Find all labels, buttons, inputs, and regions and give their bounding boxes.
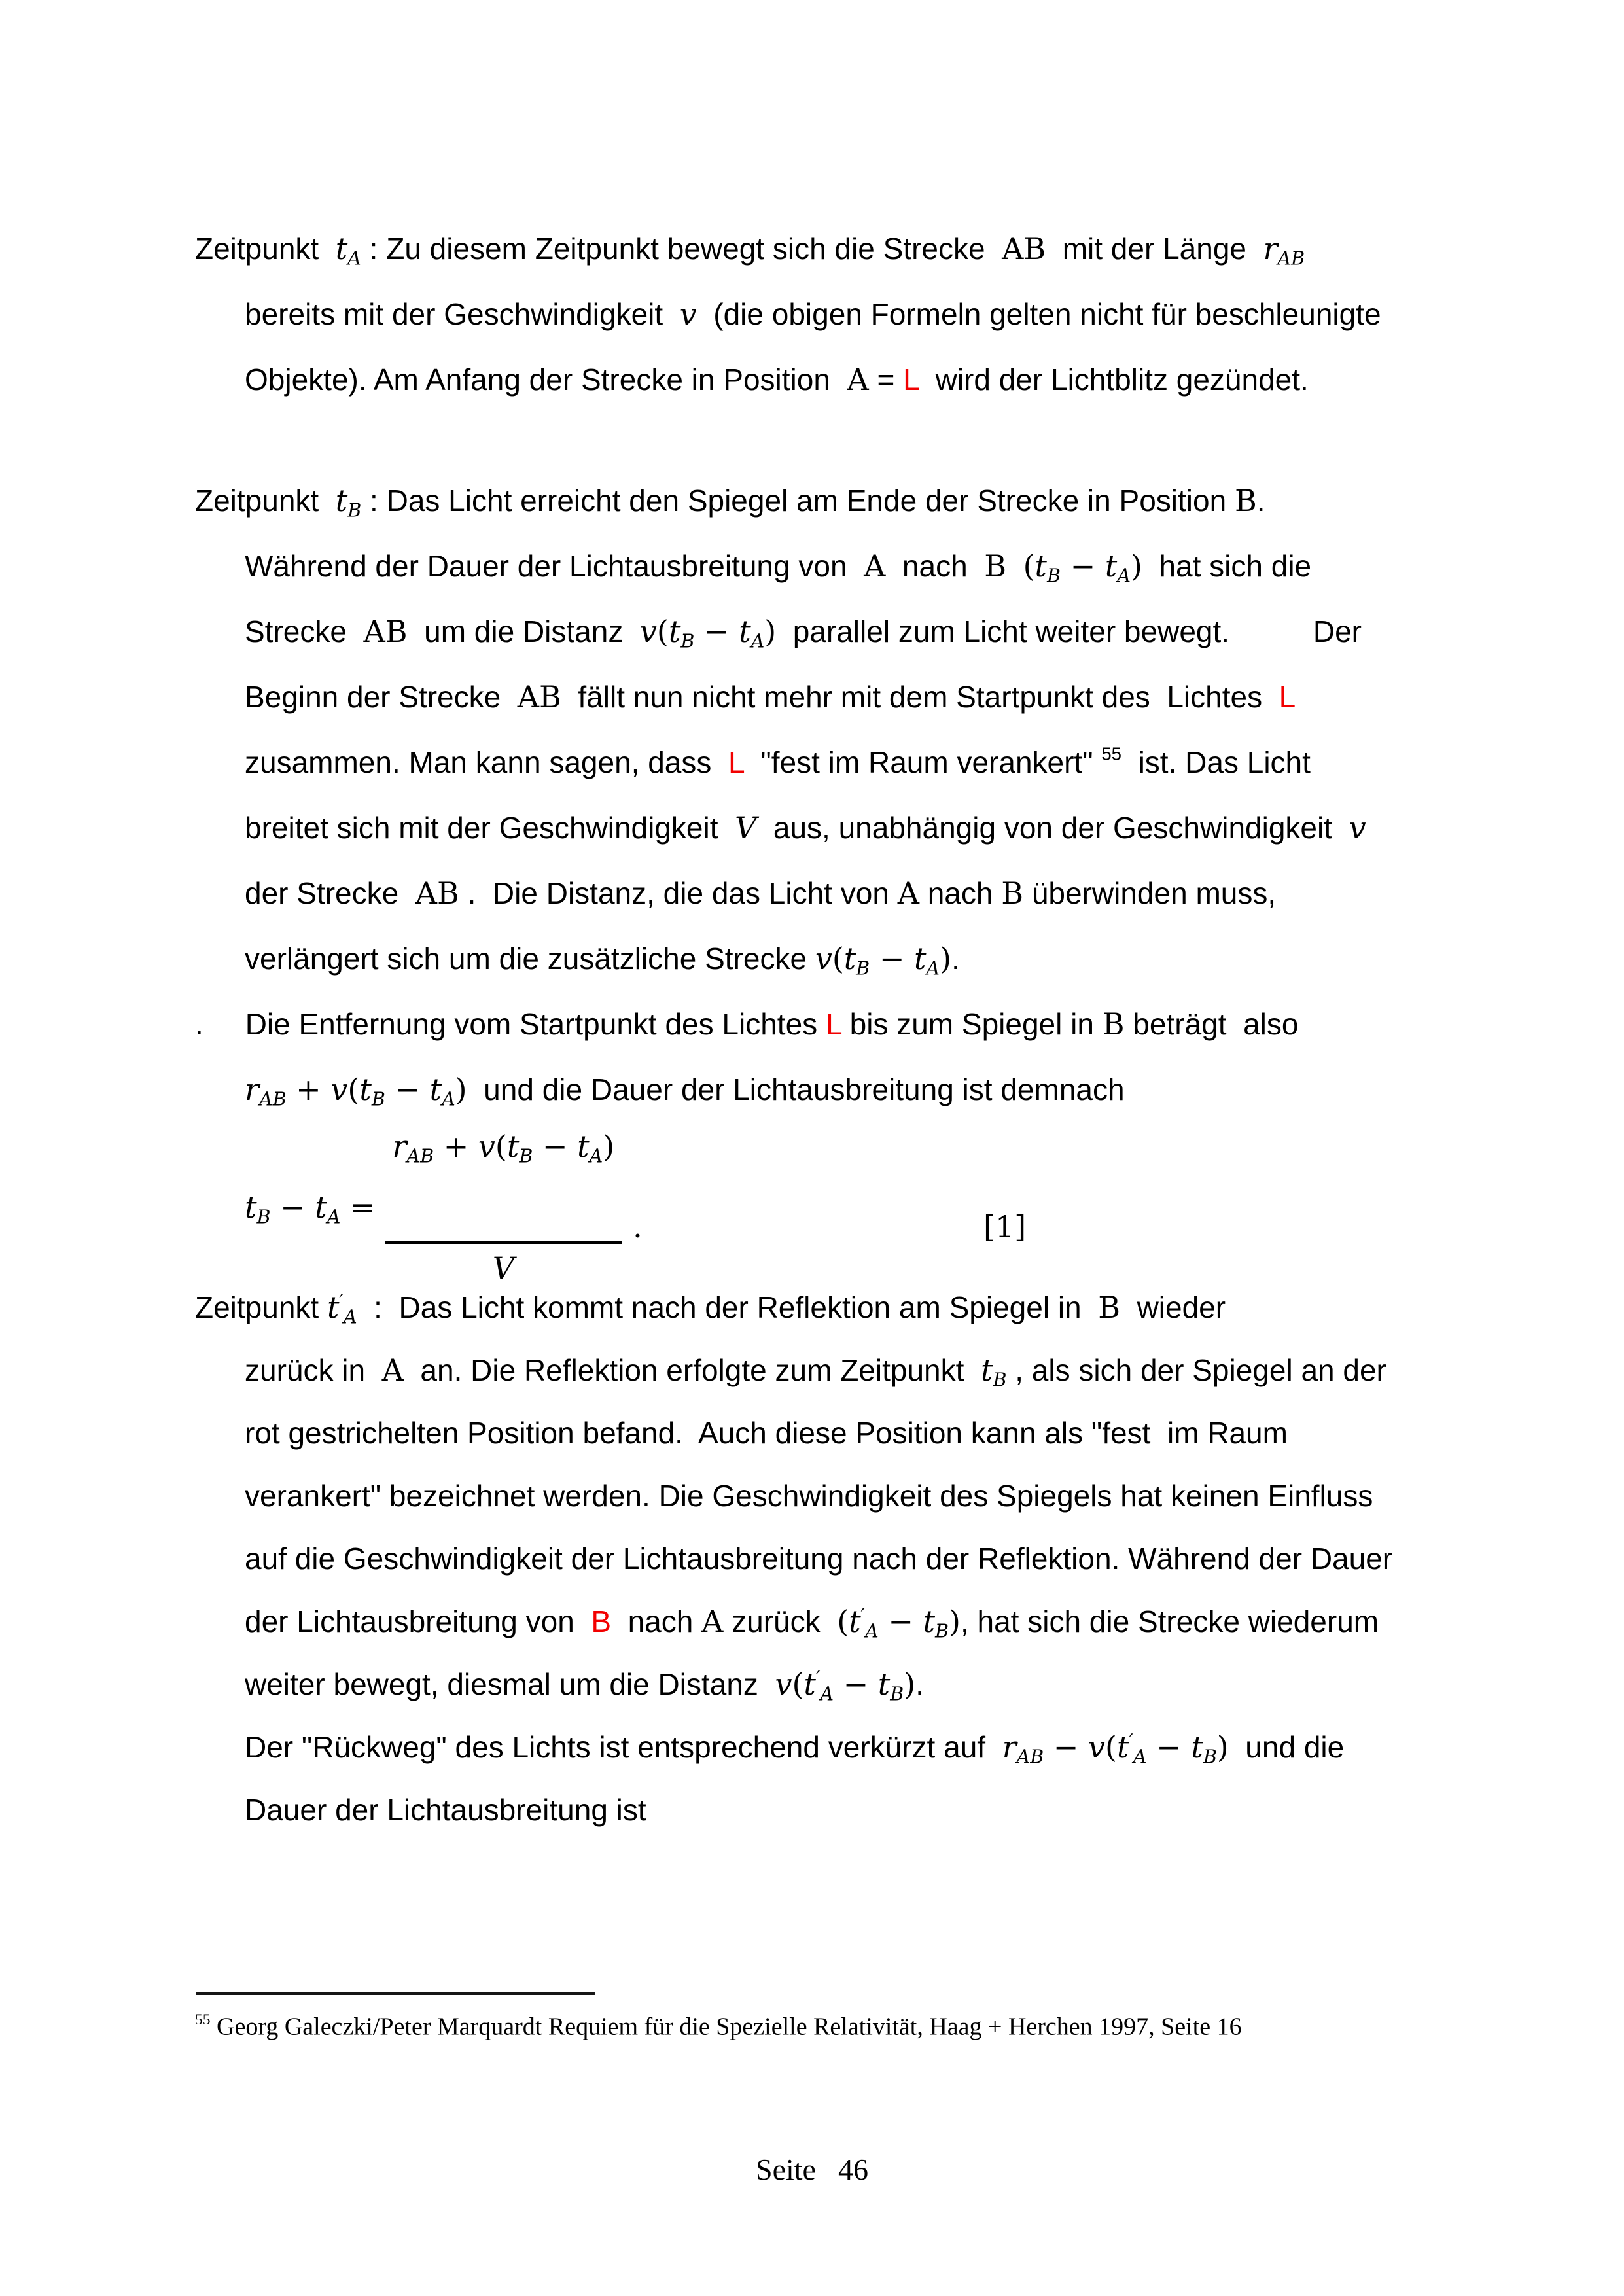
math-run: t (335, 483, 348, 518)
math-run: AB (1016, 1746, 1044, 1768)
math-run: A (864, 548, 886, 584)
math-run: ( (1023, 548, 1035, 584)
math-run: ( (495, 1129, 507, 1164)
math-run: t (429, 1072, 442, 1107)
text-run: Das Licht kommt nach der Reflektion am Spiegel in (398, 1290, 1099, 1324)
footnote-text: Georg Galeczki/Peter Marquardt Requiem für die Spezielle Relativität, Haag + Herchen 1997, Seite 16 (210, 2013, 1242, 2041)
text-run: zurück in (245, 1353, 382, 1387)
text-line (195, 1402, 1519, 1464)
text-line (195, 1716, 1519, 1778)
math-run: v (639, 614, 657, 649)
math-run: ′ (815, 1667, 821, 1689)
equation-lhs (245, 1190, 376, 1228)
page-number (0, 2150, 1624, 2189)
math-run: ′ (1129, 1730, 1133, 1752)
math-run: B (347, 499, 362, 521)
math-run: A (381, 1352, 404, 1388)
text-run: zusammen. Man kann sagen, dass (245, 745, 728, 779)
math-run: t (335, 231, 348, 266)
text-run: überwinden muss, (1023, 876, 1277, 910)
math-run: − (1146, 1729, 1192, 1765)
math-run: t (245, 1190, 257, 1225)
paragraph-zeitpunkt-tb (195, 468, 1519, 1122)
math-run: v (1087, 1729, 1105, 1765)
footnote-rule (196, 1992, 595, 1995)
text-run: Zu diesem Zeitpunkt bewegt sich die Strecke (386, 232, 1002, 266)
text-run: an. Die Reflektion erfolgte zum Zeitpunkt (403, 1353, 981, 1387)
text-line (195, 468, 1519, 533)
text-line (195, 1653, 1519, 1716)
text-run (1006, 549, 1023, 583)
math-run: r (245, 1072, 259, 1107)
text-line (195, 1464, 1519, 1527)
text-run: zurück (723, 1604, 838, 1638)
math-run: A (327, 1206, 341, 1228)
math-run: ( (656, 614, 669, 649)
text-run: . (915, 1667, 924, 1701)
math-run: t (1034, 548, 1048, 584)
math-run: t (1104, 548, 1118, 584)
footnote (195, 2004, 1519, 2042)
text-run: aus, unabhängig von der Geschwindigkeit (756, 811, 1349, 845)
math-run: ( (792, 1667, 804, 1702)
math-run: − (834, 1667, 878, 1702)
highlighted-letter: L (728, 745, 744, 779)
math-run: t (506, 1129, 520, 1164)
text-run: . Die Distanz, die das Licht von (459, 876, 898, 910)
footnote-marker: 55 (195, 2011, 211, 2028)
math-run: ) (603, 1129, 615, 1164)
math-run: v (815, 941, 832, 976)
highlighted-letter: L (1279, 680, 1296, 714)
math-run: v (679, 296, 697, 332)
math-run: A (1133, 1746, 1147, 1768)
fraction-denominator (385, 1241, 623, 1286)
text-run: Zeitpunkt (195, 484, 336, 518)
text-run: : (357, 1290, 399, 1324)
text-run: = (868, 362, 904, 397)
math-run: ) (940, 941, 952, 976)
math-run: B (993, 1369, 1007, 1391)
text-run: : (361, 232, 387, 266)
text-run: ist. Das Licht (1121, 745, 1311, 779)
math-run: B (1203, 1746, 1217, 1768)
text-run: verlängert sich um die zusätzliche Strecke (245, 942, 815, 976)
text-run: weiter bewegt, diesmal um die Distanz (245, 1667, 775, 1701)
math-run: B (1098, 1290, 1121, 1325)
math-run: ( (1104, 1729, 1117, 1765)
math-run: AB (1002, 231, 1046, 266)
math-run: ( (832, 941, 844, 976)
math-run: t (923, 1604, 936, 1639)
math-run: B (1234, 483, 1257, 518)
text-line (195, 347, 1519, 412)
math-run: t (1191, 1729, 1203, 1765)
math-run: t (315, 1190, 327, 1225)
equation-period: . (633, 1209, 643, 1245)
text-run: Während der Dauer der Lichtausbreitung von (245, 549, 864, 583)
text-run: mit der Länge (1046, 232, 1263, 266)
math-run: ) (764, 614, 777, 649)
math-run: t (739, 614, 751, 649)
page-number-value: 46 (838, 2153, 868, 2187)
text-run: und die Dauer der Lichtausbreitung ist demnach (467, 1072, 1125, 1106)
math-run: V (492, 1250, 514, 1286)
math-run: B (1047, 565, 1061, 587)
text-run: beträgt also (1124, 1007, 1299, 1041)
math-run: r (1002, 1729, 1017, 1765)
math-run: t (843, 941, 856, 976)
math-run: B (935, 1620, 949, 1642)
math-run: AB (1277, 247, 1305, 270)
math-run: − (878, 1604, 923, 1639)
text-run: . (951, 942, 960, 976)
math-run: t (359, 1072, 372, 1107)
math-run: B (680, 630, 695, 652)
text-run: der Strecke (245, 876, 415, 910)
math-run: ) (1216, 1729, 1229, 1765)
page-number-label: Seite (756, 2153, 816, 2187)
math-run: A (701, 1604, 724, 1639)
math-run: A (820, 1683, 834, 1705)
math-run: − (1061, 548, 1105, 584)
math-run: B (519, 1145, 533, 1167)
text-run: , als sich der Spiegel an der (1006, 1353, 1386, 1387)
math-run: − (270, 1190, 315, 1225)
text-run: Strecke (245, 614, 364, 648)
math-run: − (694, 614, 739, 649)
math-run: A (1117, 565, 1131, 587)
math-run: v (478, 1129, 495, 1164)
math-run: t (877, 1667, 891, 1702)
text-line (195, 991, 1519, 1057)
math-run: ) (948, 1604, 961, 1639)
math-run: + (434, 1129, 478, 1164)
text-run: Zeitpunkt (195, 1290, 327, 1324)
math-run: AB (363, 614, 408, 649)
highlighted-letter: L (825, 1007, 841, 1041)
math-run: − (1044, 1729, 1088, 1765)
equation-fraction (385, 1058, 623, 1356)
math-run: A (347, 247, 361, 270)
text-run: wird der Lichtblitz gezündet. (919, 362, 1309, 397)
text-line (195, 599, 1519, 664)
math-run: B (1102, 1006, 1125, 1042)
math-run: 55 (1101, 743, 1122, 764)
math-run: v (775, 1667, 792, 1702)
text-line (195, 730, 1519, 795)
math-run: A (343, 1306, 357, 1328)
equation-number: [1] (983, 1209, 1027, 1245)
text-run: nach (885, 549, 985, 583)
text-run: Objekte). Am Anfang der Strecke in Position (245, 362, 847, 397)
text-run: der Lichtausbreitung von (245, 1604, 591, 1638)
math-run: B (984, 548, 1007, 584)
text-run: (die obigen Formeln gelten nicht für beschleunigte (696, 297, 1381, 331)
text-run: nach (611, 1604, 702, 1638)
math-run: − (870, 941, 915, 976)
text-run: hat sich die (1142, 549, 1312, 583)
text-run: breitet sich mit der Geschwindigkeit (245, 811, 735, 845)
text-run: und die (1228, 1730, 1345, 1764)
math-run: r (1263, 231, 1278, 266)
math-run: A (865, 1620, 879, 1642)
math-run: ′ (860, 1604, 866, 1627)
text-line (195, 795, 1519, 860)
paragraph-zeitpunkt-ta-prime (195, 1276, 1519, 1841)
math-run: B (371, 1088, 385, 1110)
math-run: A (442, 1088, 455, 1110)
math-run: ( (837, 1604, 849, 1639)
text-run: verankert" bezeichnet werden. Die Geschwindigkeit des Spiegels hat keinen Einfluss (245, 1479, 1373, 1513)
text-run: bis zum Spiegel in (841, 1007, 1103, 1041)
math-run: A (897, 875, 919, 911)
math-run: B (1001, 875, 1024, 911)
text-run: Beginn der Strecke (245, 680, 518, 714)
text-run: Der "Rückweg" des Lichts ist entsprechend verkürzt auf (245, 1730, 1002, 1764)
math-run: r (392, 1129, 407, 1164)
math-run: B (890, 1683, 904, 1705)
text-run: . (195, 1007, 245, 1041)
math-run: t (914, 941, 927, 976)
math-run: AB (259, 1088, 287, 1110)
text-run: nach (919, 876, 1002, 910)
text-line (195, 664, 1519, 730)
math-run: − (533, 1129, 578, 1164)
math-run: A (750, 630, 765, 652)
math-run: A (589, 1145, 603, 1167)
text-run: um die Distanz (407, 614, 640, 648)
math-run: v (1349, 810, 1366, 845)
math-run: t (577, 1129, 590, 1164)
math-run: t (1116, 1729, 1129, 1765)
equation-1 (195, 1129, 1519, 1286)
fraction-numerator (385, 1129, 623, 1171)
text-run: Zeitpunkt (195, 232, 336, 266)
footnote-block (195, 1992, 1519, 2042)
math-run: t (803, 1667, 816, 1702)
math-run: A (926, 957, 940, 980)
math-run: = (340, 1190, 376, 1225)
math-run: ) (455, 1072, 467, 1107)
math-run: ( (347, 1072, 360, 1107)
math-run: AB (415, 875, 459, 911)
math-run: V (735, 810, 757, 845)
text-run: , hat sich die Strecke wiederum (960, 1604, 1379, 1638)
highlighted-letter: L (903, 362, 919, 397)
text-line (195, 1778, 1519, 1841)
text-run: "fest im Raum verankert" (743, 745, 1102, 779)
math-run: B (256, 1206, 271, 1228)
text-line (195, 926, 1519, 991)
math-run: t (980, 1352, 993, 1388)
text-line (195, 1527, 1519, 1590)
math-run: B (856, 957, 870, 980)
text-run: bereits mit der Geschwindigkeit (245, 297, 680, 331)
text-line (195, 281, 1519, 347)
math-run: t (668, 614, 681, 649)
text-run: Die Entfernung vom Startpunkt des Lichtes (245, 1007, 826, 1041)
paragraph-zeitpunkt-ta (195, 216, 1519, 412)
math-run: v (330, 1072, 348, 1107)
math-run: − (385, 1072, 430, 1107)
math-run: t (849, 1604, 861, 1639)
text-run: wieder (1120, 1290, 1226, 1324)
math-run: ′ (339, 1290, 344, 1313)
text-run: . (1256, 484, 1265, 518)
text-line (195, 216, 1519, 281)
text-line (195, 860, 1519, 926)
text-line (195, 533, 1519, 599)
text-run: : (361, 484, 387, 518)
math-run: ) (1130, 548, 1142, 584)
text-line (195, 1590, 1519, 1653)
text-run: auf die Geschwindigkeit der Lichtausbreitung nach der Reflektion. Während der Dauer (245, 1542, 1393, 1576)
highlighted-letter: B (591, 1604, 612, 1638)
text-run: Das Licht erreicht den Spiegel am Ende der Strecke in Position (386, 484, 1235, 518)
math-run: ) (904, 1667, 916, 1702)
math-run: + (286, 1072, 331, 1107)
math-run: A (847, 362, 869, 397)
math-run: AB (406, 1145, 434, 1167)
text-run: rot gestrichelten Position befand. Auch diese Position kann als "fest im Raum (245, 1416, 1288, 1450)
text-run: Dauer der Lichtausbreitung ist (245, 1793, 646, 1827)
text-run: fällt nun nicht mehr mit dem Startpunkt des Lichtes (561, 680, 1279, 714)
text-run: parallel zum Licht weiter bewegt. Der (776, 614, 1362, 648)
math-run: t (327, 1290, 340, 1325)
math-run: AB (517, 679, 561, 715)
